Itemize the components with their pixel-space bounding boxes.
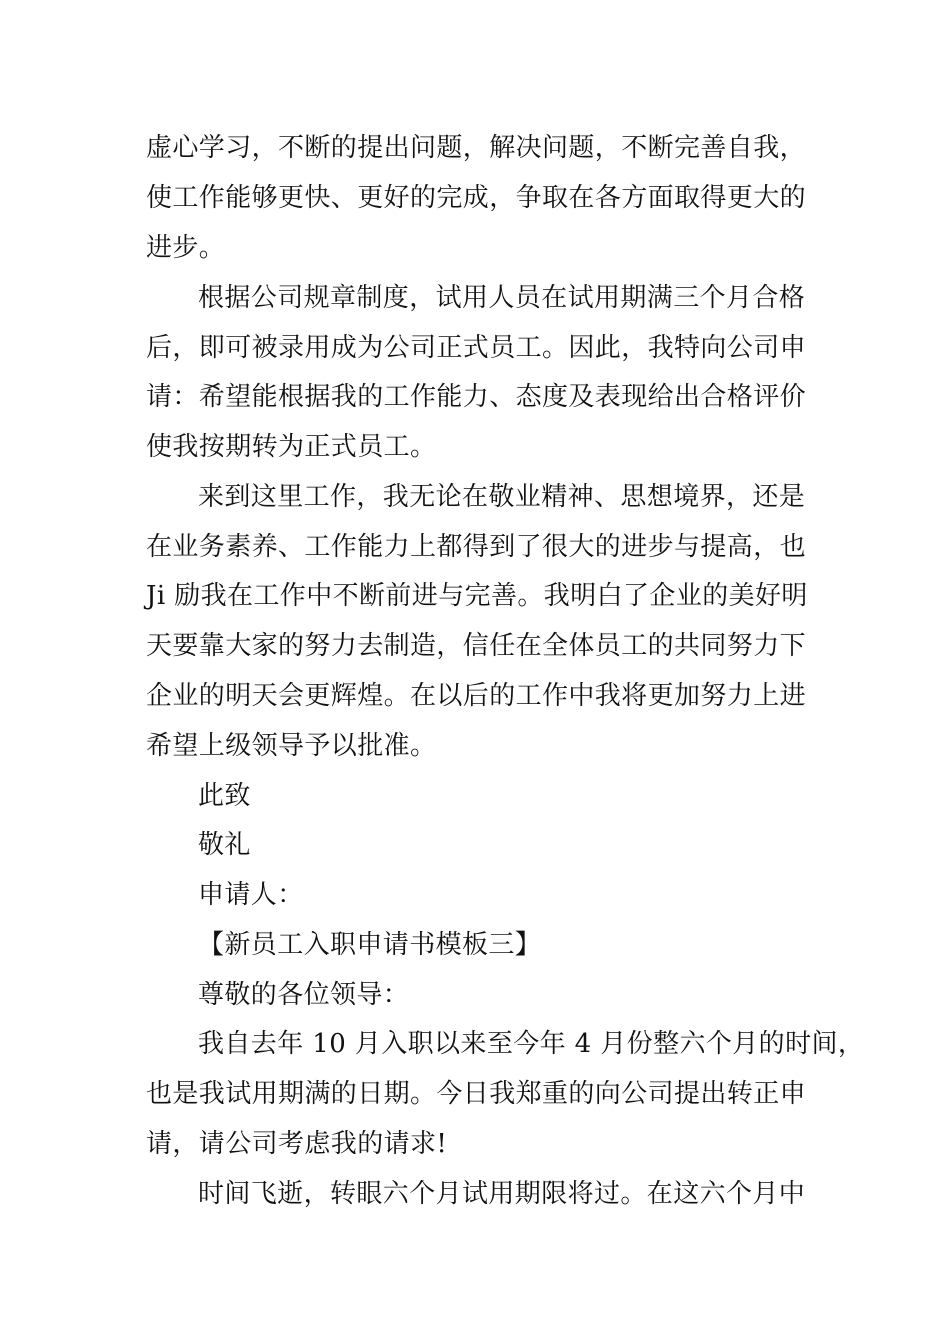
greeting: 尊敬的各位领导： (198, 980, 410, 1010)
text-line: 希望上级领导予以批准。 (146, 731, 437, 761)
text-line: 请，请公司考虑我的请求! (146, 1129, 448, 1159)
text-line: 请：希望能根据我的工作能力、态度及表现给出合格评价 (146, 382, 807, 412)
text-line: Ji 励我在工作中不断前进与完善。我明白了企业的美好明 (146, 581, 808, 611)
applicant-label: 申请人： (198, 880, 304, 910)
text-line: 后，即可被录用成为公司正式员工。因此，我特向公司申 (146, 333, 807, 363)
text-line: 也是我试用期满的日期。今日我郑重的向公司提出转正申 (146, 1079, 807, 1109)
closing-salutation: 此致 (198, 781, 251, 811)
paragraph-first-line: 我自去年 10 月入职以来至今年 4 月份整六个月的时间， (198, 1029, 865, 1059)
paragraph-first-line: 来到这里工作，我无论在敬业精神、思想境界，还是 (198, 482, 806, 512)
text-line: 使我按期转为正式员工。 (146, 432, 437, 462)
paragraph-first-line: 时间飞逝，转眼六个月试用期限将过。在这六个月中 (198, 1179, 806, 1209)
text-line: 企业的明天会更辉煌。在以后的工作中我将更加努力上进 (146, 681, 807, 711)
text-line: 在业务素养、工作能力上都得到了很大的进步与提高，也 (146, 532, 807, 562)
paragraph-first-line: 根据公司规章制度，试用人员在试用期满三个月合格 (198, 283, 806, 313)
section-heading: 【新员工入职申请书模板三】 (198, 930, 542, 960)
text-line: 进步。 (146, 233, 226, 263)
text-line: 使工作能够更快、更好的完成，争取在各方面取得更大的 (146, 183, 807, 213)
closing-regards: 敬礼 (198, 830, 251, 860)
text-line: 天要靠大家的努力去制造，信任在全体员工的共同努力下 (146, 631, 807, 661)
text-line: 虚心学习，不断的提出问题，解决问题，不断完善自我， (146, 133, 807, 163)
